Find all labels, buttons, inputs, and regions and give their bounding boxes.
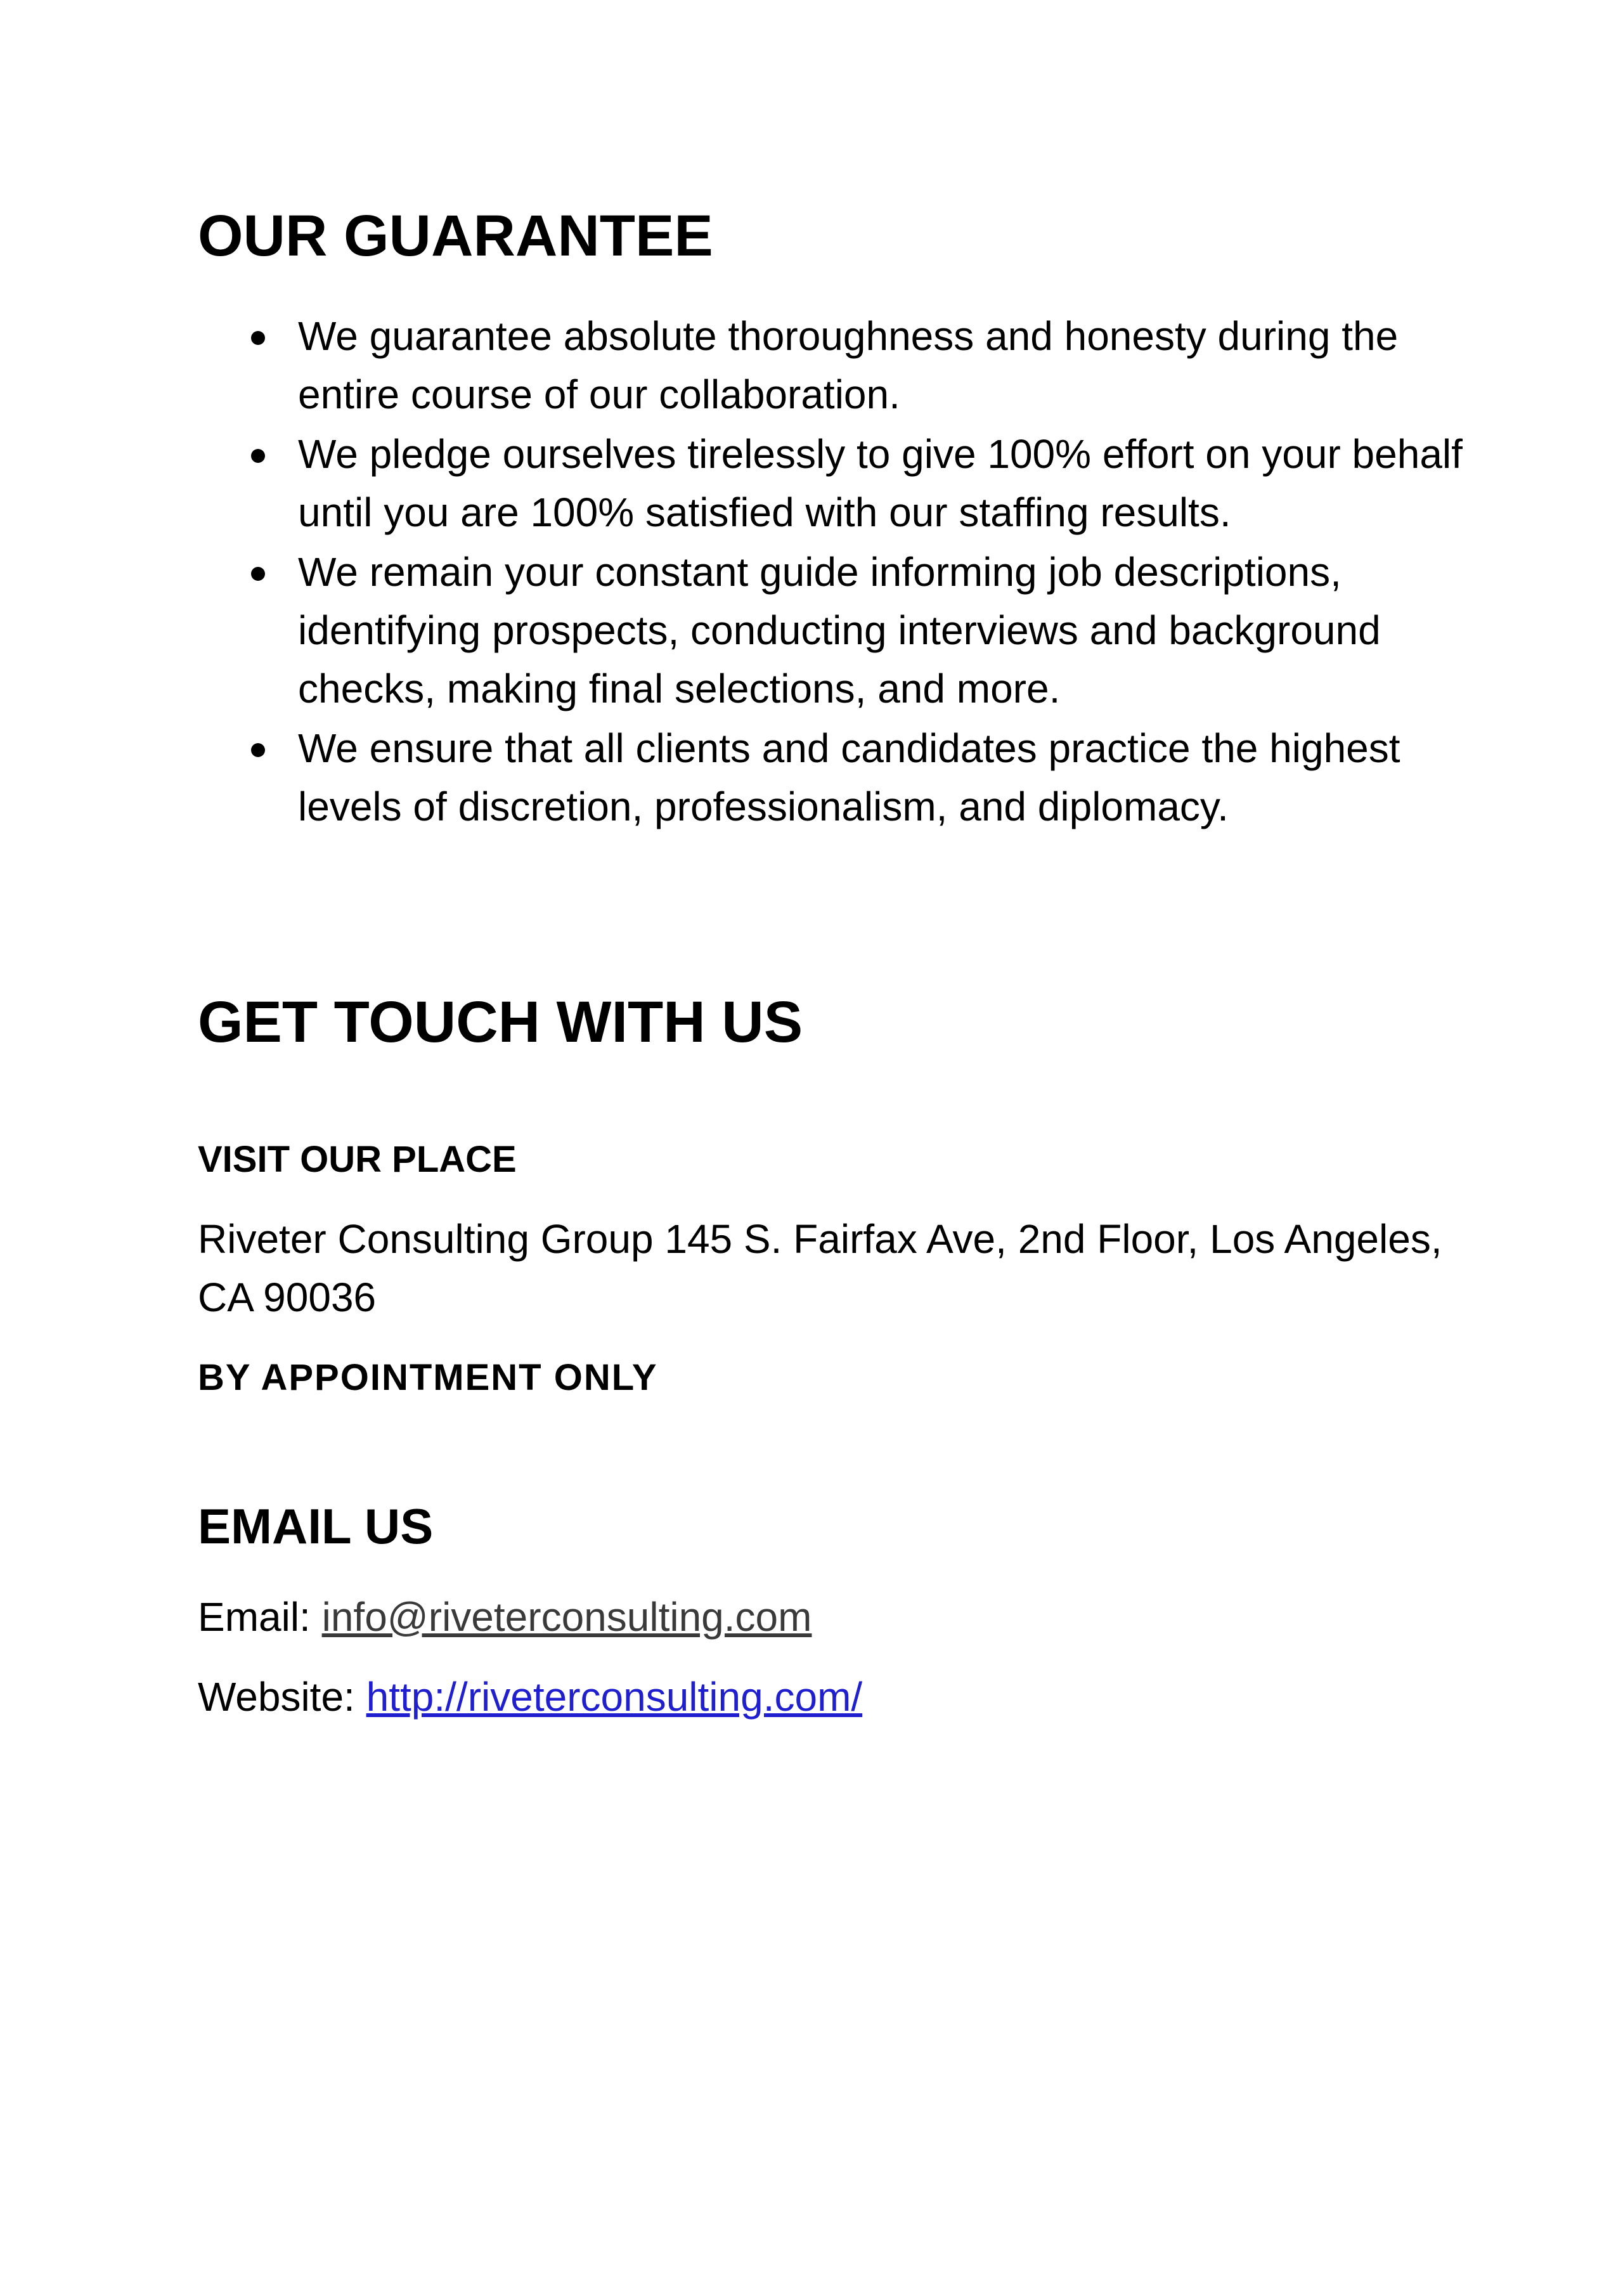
website-line <box>198 1668 1466 1726</box>
visit-heading: VISIT OUR PLACE <box>198 1139 517 1180</box>
list-item <box>198 307 1466 424</box>
list-item <box>198 425 1466 542</box>
bullet-icon <box>251 743 265 757</box>
address-text: Riveter Consulting Group 145 S. Fairfax Ave, 2nd Floor, Los Angeles, CA 90036 <box>198 1216 1442 1320</box>
list-item-text: We remain your constant guide informing job descriptions, identifying prospects, conducting interviews and background checks, making final selections, and more. <box>298 549 1381 711</box>
appointment-note: BY APPOINTMENT ONLY <box>198 1357 658 1398</box>
guarantee-list <box>198 307 1466 837</box>
bullet-icon <box>251 331 265 345</box>
list-item <box>198 719 1466 836</box>
bullet-icon <box>251 449 265 463</box>
email-heading: EMAIL US <box>198 1498 434 1554</box>
email-line <box>198 1588 1466 1646</box>
bullet-icon <box>251 567 265 581</box>
list-item-text: We ensure that all clients and candidates practice the highest levels of discretion, professionalism, and diplomacy. <box>298 725 1400 829</box>
email-link[interactable]: info@riveterconsulting.com <box>321 1594 812 1640</box>
guarantee-heading: OUR GUARANTEE <box>198 204 713 268</box>
list-item <box>198 543 1466 718</box>
list-item-text: We pledge ourselves tirelessly to give 100% effort on your behalf until you are 100% satisfied with our staffing results. <box>298 431 1463 535</box>
email-label: Email: <box>198 1594 322 1640</box>
list-item-text: We guarantee absolute thoroughness and honesty during the entire course of our collaboration. <box>298 313 1399 417</box>
website-link[interactable]: http://riveterconsulting.com/ <box>366 1674 863 1720</box>
website-label: Website: <box>198 1674 366 1720</box>
contact-heading: GET TOUCH WITH US <box>198 990 803 1054</box>
